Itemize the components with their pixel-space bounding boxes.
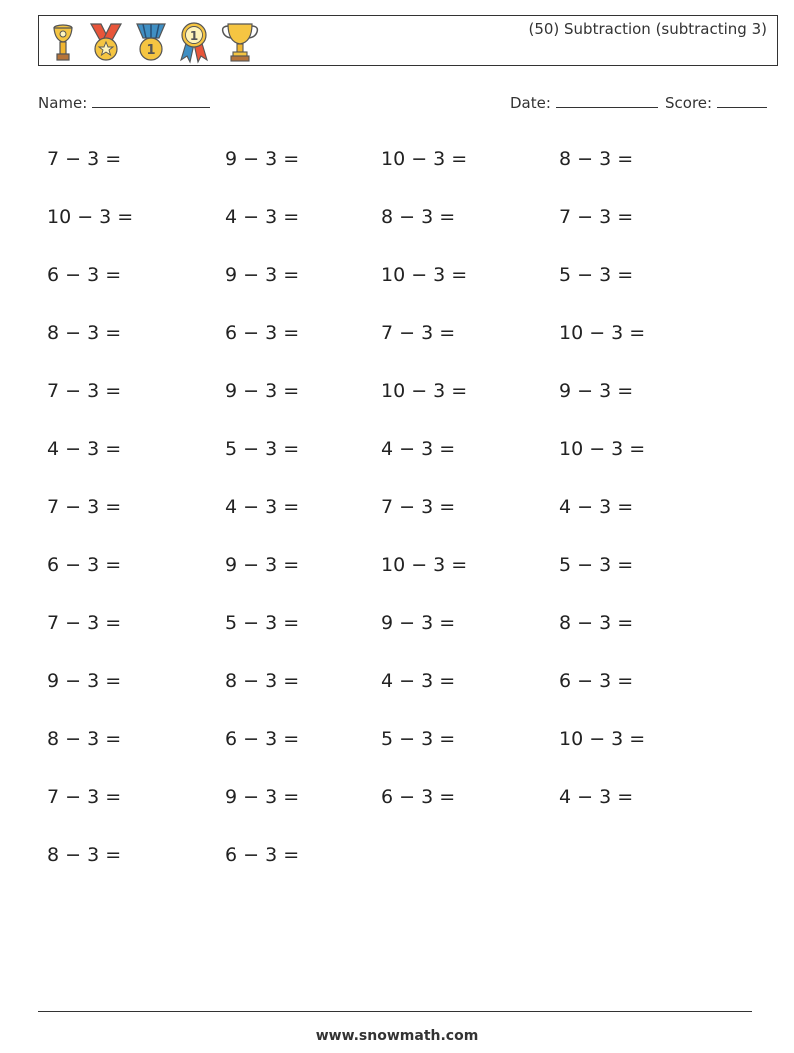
svg-text:1: 1: [146, 43, 156, 58]
problem-item: 9 − 3 =: [381, 612, 456, 634]
problem-item: 7 − 3 =: [559, 206, 634, 228]
problem-item: 7 − 3 =: [47, 380, 122, 402]
problem-item: 10 − 3 =: [381, 380, 468, 402]
trophy-icon: [47, 20, 79, 64]
problem-item: 10 − 3 =: [381, 554, 468, 576]
problem-item: 9 − 3 =: [47, 670, 122, 692]
problem-item: 8 − 3 =: [381, 206, 456, 228]
problem-item: 9 − 3 =: [225, 786, 300, 808]
date-label: Date:: [510, 94, 551, 112]
star-medal-icon: [87, 20, 125, 64]
problem-item: 7 − 3 =: [47, 612, 122, 634]
problem-item: 7 − 3 =: [381, 496, 456, 518]
problem-item: 6 − 3 =: [225, 844, 300, 866]
problem-item: 4 − 3 =: [225, 496, 300, 518]
problem-item: 8 − 3 =: [47, 322, 122, 344]
score-blank[interactable]: [717, 93, 767, 108]
problem-item: 10 − 3 =: [559, 438, 646, 460]
problem-item: 9 − 3 =: [559, 380, 634, 402]
problem-item: 9 − 3 =: [225, 554, 300, 576]
problem-item: 6 − 3 =: [559, 670, 634, 692]
problem-item: 9 − 3 =: [225, 264, 300, 286]
name-label: Name:: [38, 94, 88, 112]
worksheet-title: (50) Subtraction (subtracting 3): [528, 20, 767, 38]
ribbon-medal-icon: [177, 20, 211, 64]
problem-item: 4 − 3 =: [381, 670, 456, 692]
problem-item: 10 − 3 =: [47, 206, 134, 228]
problem-item: 7 − 3 =: [47, 148, 122, 170]
problem-item: 10 − 3 =: [381, 148, 468, 170]
date-field[interactable]: [510, 93, 658, 112]
problem-item: 8 − 3 =: [559, 612, 634, 634]
problem-item: 5 − 3 =: [559, 554, 634, 576]
problem-item: 5 − 3 =: [559, 264, 634, 286]
problem-item: 4 − 3 =: [225, 206, 300, 228]
problem-item: 10 − 3 =: [381, 264, 468, 286]
problem-item: 9 − 3 =: [225, 148, 300, 170]
problem-item: 8 − 3 =: [47, 844, 122, 866]
problem-item: 6 − 3 =: [381, 786, 456, 808]
name-blank[interactable]: [92, 93, 210, 108]
problem-item: 6 − 3 =: [47, 554, 122, 576]
problem-item: 7 − 3 =: [47, 496, 122, 518]
problem-item: 4 − 3 =: [47, 438, 122, 460]
footer-divider: [38, 1011, 752, 1012]
problem-item: 7 − 3 =: [47, 786, 122, 808]
problem-item: 8 − 3 =: [559, 148, 634, 170]
problem-item: 5 − 3 =: [225, 612, 300, 634]
problem-item: 4 − 3 =: [559, 786, 634, 808]
problem-item: 10 − 3 =: [559, 322, 646, 344]
problem-item: 7 − 3 =: [381, 322, 456, 344]
problem-item: 8 − 3 =: [225, 670, 300, 692]
problem-item: 5 − 3 =: [381, 728, 456, 750]
gold-cup-icon: [219, 20, 261, 64]
problem-item: 6 − 3 =: [47, 264, 122, 286]
problem-item: 9 − 3 =: [225, 380, 300, 402]
svg-text:1: 1: [189, 29, 199, 43]
worksheet-header: [38, 15, 778, 66]
number-one-medal-icon: [133, 20, 169, 64]
problem-item: 5 − 3 =: [225, 438, 300, 460]
score-label: Score:: [665, 94, 713, 112]
problem-item: 4 − 3 =: [381, 438, 456, 460]
name-field[interactable]: [38, 93, 210, 112]
problem-item: 6 − 3 =: [225, 322, 300, 344]
problem-item: 8 − 3 =: [47, 728, 122, 750]
problem-item: 10 − 3 =: [559, 728, 646, 750]
award-icons: [47, 20, 261, 64]
footer-website: www.snowmath.com: [315, 1028, 479, 1044]
date-blank[interactable]: [556, 93, 658, 108]
score-field[interactable]: [665, 93, 767, 112]
problem-item: 4 − 3 =: [559, 496, 634, 518]
problem-item: 6 − 3 =: [225, 728, 300, 750]
